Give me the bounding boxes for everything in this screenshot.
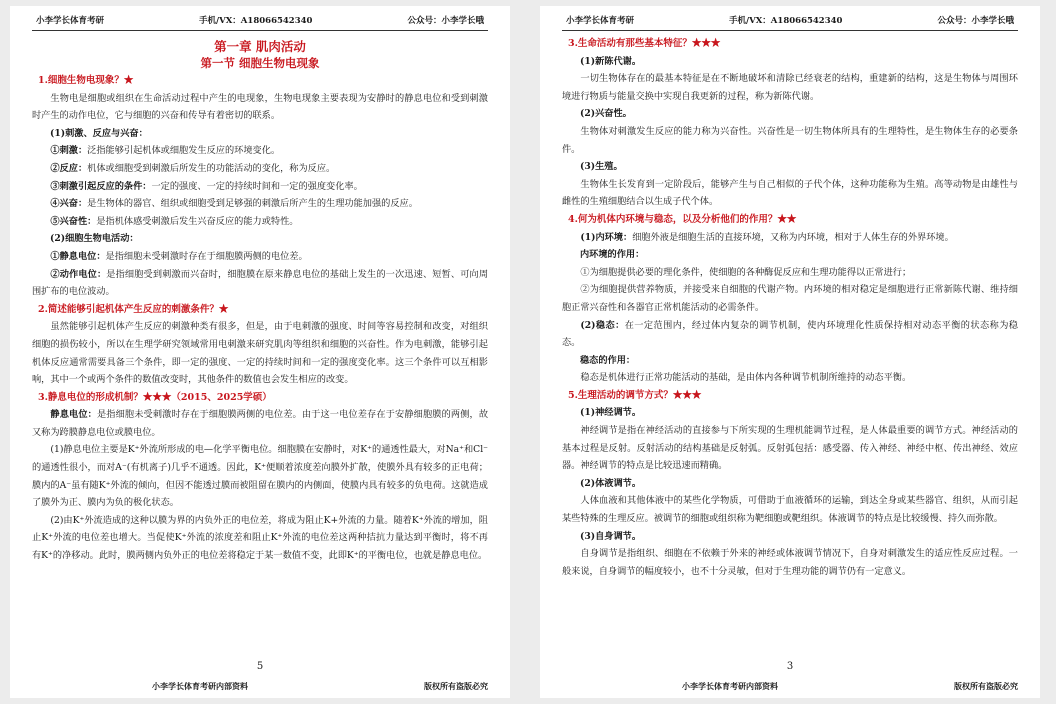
- subheading: (2)兴奋性。: [580, 108, 632, 120]
- page-number: 5: [256, 661, 264, 672]
- page-header: [32, 6, 488, 31]
- subheading: 内环境的作用：: [580, 249, 645, 261]
- term: ⑤兴奋性：: [50, 215, 97, 227]
- question-1: 1.细胞生物电现象？★: [38, 75, 134, 86]
- header-account: 公众号：小李学长哦: [937, 16, 1014, 26]
- subheading: (2)细胞生物电活动：: [50, 233, 139, 245]
- subheading: (3)生殖。: [580, 161, 623, 173]
- subheading: (1)神经调节。: [580, 407, 642, 419]
- definition: 泛指能够引起机体或细胞发生反应的环境变化。: [87, 145, 281, 157]
- page-header: [562, 6, 1018, 31]
- paragraph: 生物电是细胞或组织在生命活动过程中产生的电现象，生物电现象主要表现为安静时的静息电位和受到刺激时产生的动作电位，它与细胞的兴奋和传导有着密切的联系。: [32, 92, 488, 122]
- footer-right: 版权所有盗版必究: [424, 681, 488, 691]
- paragraph: 生物体生长发育到一定阶段后，能够产生与自己相似的子代个体，这种功能称为生殖。高等动物是由雄性与雌性的生殖细胞结合以生成子代个体。: [562, 178, 1018, 208]
- footer-left: 小李学长体育考研内部资料: [152, 681, 248, 691]
- term: ①刺激：: [50, 145, 88, 157]
- subheading: (2)体液调节。: [580, 477, 642, 489]
- paragraph: 自身调节是指组织、细胞在不依赖于外来的神经或体液调节情况下，自身对刺激发生的适应性反应过程。一般来说，自身调节的幅度较小，也不十分灵敏，但对于生理功能的调节仍有一定意义。: [562, 548, 1018, 577]
- term: ③刺激引起反应的条件：: [50, 180, 152, 192]
- definition-item: [32, 195, 488, 213]
- page-number: 3: [786, 661, 794, 672]
- paragraph: 生物体对刺激发生反应的能力称为兴奋性。兴奋性是一切生物体所具有的生理特性，是生物体生存的必要条件。: [562, 125, 1018, 155]
- chapter-title: 第一章 肌肉活动: [214, 39, 306, 54]
- right-page: [540, 6, 1040, 698]
- paragraph: 神经调节是指在神经活动的直接参与下所实现的生理机能调节过程，是人体最重要的调节方式。神经活动的基本过程是反射。反射活动的结构基础是反射弧。反射弧包括：感受器、传入神经、神经中枢、传出神经、效应器。神经调节的特点是比较迅速而精确。: [562, 425, 1018, 472]
- definition-item: [32, 160, 488, 178]
- header-phone: 手机/VX：A18066542340: [729, 16, 843, 26]
- paragraph: ②为细胞提供营养物质，并接受来自细胞的代谢产物。内环境的相对稳定是细胞进行正常新陈代谢、维持细胞正常兴奋性和各器官正常机能活动的必需条件。: [562, 284, 1018, 313]
- term: ①静息电位：: [50, 250, 106, 262]
- right-content: [562, 35, 1018, 580]
- definition: 在一定范围内，经过体内复杂的调节机制，使内环境理化性质保持相对动态平衡的状态称为稳态。: [562, 319, 1018, 349]
- definition-item: [32, 266, 488, 301]
- subheading: 稳态的作用：: [580, 354, 636, 366]
- header-left: 小李学长体育考研: [36, 16, 105, 26]
- header-left: 小李学长体育考研: [566, 16, 635, 26]
- footer-right: 版权所有盗版必究: [954, 681, 1018, 691]
- paragraph: (2)由K⁺外流造成的这种以膜为界的内负外正的电位差，将成为阻止K+外流的力量。随着K⁺外流的增加，阻止K⁺外流的电位差也增大。当促使K⁺外流的浓度差和阻止K⁺外流的电位差这两种拮抗力量达到平衡时，将不再有K⁺的净移动。此时，膜两侧内负外正的电位差将稳定于某一数值不变，此即K⁺的平衡电位，也就是静息电位。: [32, 514, 488, 562]
- question-4: 4.何为机体内环境与稳态，以及分析他们的作用？★★: [568, 213, 797, 225]
- subheading: (1)新陈代谢。: [580, 55, 642, 67]
- term: ②动作电位：: [50, 268, 107, 280]
- page-footer: [32, 681, 488, 692]
- definition-item: [562, 317, 1018, 352]
- subheading: (1)刺激、反应与兴奋：: [50, 127, 148, 139]
- definition: 是指细胞未受刺激时存在于细胞膜两侧的电位差。由于这一电位差存在于安静细胞膜的两侧，故又称为跨膜静息电位或膜电位。: [32, 409, 489, 438]
- paragraph: 虽然能够引起机体产生反应的刺激种类有很多，但是，由于电刺激的强度、时间等容易控制和改变，对组织细胞的损伤较小，所以在生理学研究领域常用电刺激来研究肌肉等组织和细胞的兴奋性。作为电刺激，能够引起机体反应通常需要具备三个条件，即一定的强度、一定的持续时间和一定的强度变化率。这三个条件可以互相影响，其中一个或两个条件的数值改变时，其他条件的数值也会发生相应的改变。: [32, 321, 488, 386]
- definition: 是指细胞受到刺激而兴奋时，细胞膜在原来静息电位的基础上发生的一次迅速、短暂、可向周围扩布的电位波动。: [32, 268, 489, 298]
- question-2: 2.简述能够引起机体产生反应的刺激条件？★: [38, 303, 229, 315]
- paragraph: (1)静息电位主要是K⁺外流所形成的电—化学平衡电位。细胞膜在安静时，对K⁺的通透性最大，对Na⁺和Cl⁻的通透性很小，而对A⁻(有机离子)几乎不通透。因此，K⁺便顺着浓度差向膜外扩散，使膜外具有较多的正电荷；膜内的A⁻虽有随K⁺外流的倾向，但因不能透过膜而被阻留在膜内的内侧面，使膜内具有较多的负电荷。这就造成了膜外为正、膜内为负的极化状态。: [32, 444, 488, 509]
- paragraph: 一切生物体存在的最基本特征是在不断地破坏和清除已经衰老的结构，重建新的结构，这是生物体与周围环境进行物质与能量交换中实现自我更新的过程，称为新陈代谢。: [562, 73, 1018, 102]
- definition-item: [32, 248, 488, 266]
- definition: 是生物体的器官、组织或细胞受到足够强的刺激后所产生的生理功能加强的反应。: [87, 198, 418, 210]
- definition: 是指机体感受刺激后发生兴奋反应的能力或特性。: [96, 215, 299, 227]
- header-phone: 手机/VX：A18066542340: [199, 16, 313, 26]
- paragraph: 人体血液和其他体液中的某些化学物质，可借助于血液循环的运输，到达全身或某些器官、组织，从而引起某些特殊的生理反应。被调节的细胞或组织称为靶细胞或靶组织。体液调节的特点是比较缓慢、持久而弥散。: [562, 495, 1018, 525]
- definition-item: [32, 142, 488, 160]
- paragraph: ①为细胞提供必要的理化条件，使细胞的各种酶促反应和生理功能得以正常进行；: [580, 266, 912, 278]
- section-title: 第一节 细胞生物电现象: [200, 56, 320, 70]
- term: (1)内环境：: [580, 231, 633, 243]
- definition-item: [32, 213, 488, 231]
- term: ④兴奋：: [50, 198, 88, 210]
- header-account: 公众号：小李学长哦: [407, 16, 484, 26]
- definition-item: [32, 406, 488, 441]
- definition: 机体或细胞受到刺激后所发生的功能活动的变化，称为反应。: [87, 162, 336, 174]
- question-3: 3.静息电位的形成机制？★★★（2015、2025学硕）: [38, 391, 272, 403]
- definition: 细胞外液是细胞生活的直接环境，又称为内环境，相对于人体生存的外界环境。: [632, 231, 954, 243]
- left-content: [32, 39, 488, 565]
- question-5: 5.生理活动的调节方式？★★★: [568, 389, 702, 401]
- definition: 是指细胞未受刺激时存在于细胞膜两侧的电位差。: [105, 250, 308, 262]
- question-3: 3.生命活动有那些基本特征？★★★: [568, 38, 721, 49]
- page-footer: [562, 681, 1018, 692]
- definition-item: [562, 229, 1018, 247]
- term: 静息电位：: [50, 409, 97, 421]
- definition-item: [32, 178, 488, 196]
- term: (2)稳态：: [580, 319, 625, 331]
- subheading: (3)自身调节。: [580, 530, 642, 542]
- footer-left: 小李学长体育考研内部资料: [682, 681, 778, 691]
- term: ②反应：: [50, 162, 88, 174]
- paragraph: 稳态是机体进行正常功能活动的基础，是由体内各种调节机制所维持的动态平衡。: [580, 372, 912, 384]
- left-page: [10, 6, 510, 698]
- definition: 一定的强度、一定的持续时间和一定的强度变化率。: [151, 180, 363, 192]
